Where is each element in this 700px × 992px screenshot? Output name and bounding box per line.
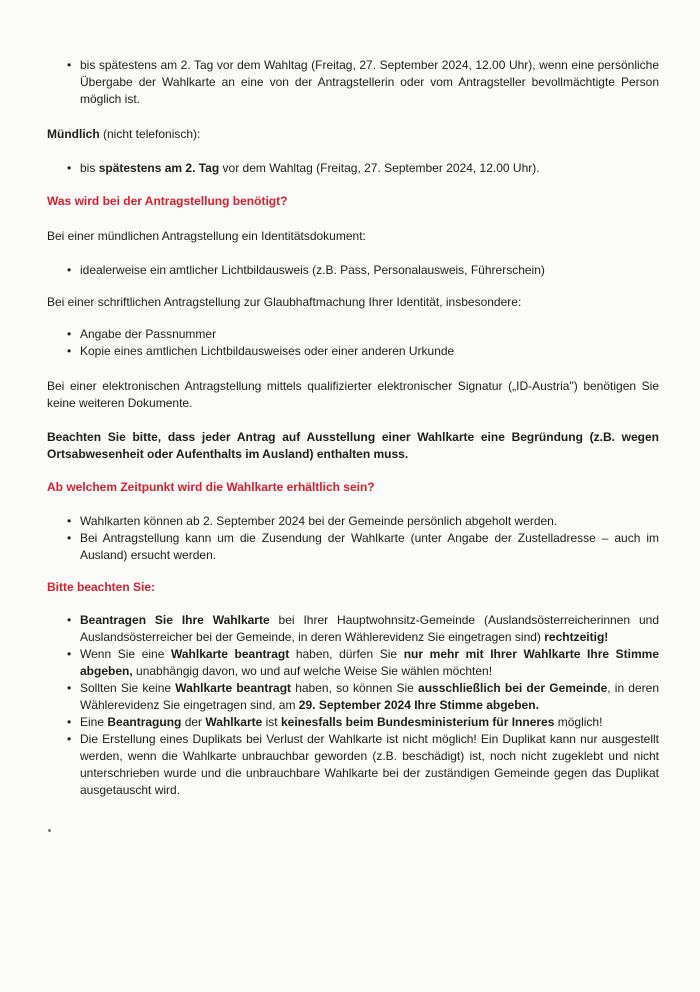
- section-heading: Ab welchem Zeitpunkt wird die Wahlkarte erhältlich sein?: [47, 480, 375, 494]
- text-run: bis: [80, 161, 99, 175]
- text-run: vor dem Wahltag (Freitag, 27. September 2024, 12.00 Uhr).: [219, 161, 540, 175]
- text-run: haben, so können Sie: [291, 681, 419, 695]
- text-run: , in deren Wählerevidenz Sie eingetragen sind, am: [80, 681, 659, 712]
- muendlich-label-bold: Mündlich: [47, 127, 100, 141]
- list-item: [67, 680, 659, 714]
- section-heading: Bitte beachten Sie:: [47, 580, 156, 594]
- id-document-list: [67, 262, 659, 279]
- text-run-bold: nur mehr mit Ihrer Wahlkarte Ihre Stimme abgeben,: [80, 647, 659, 678]
- text-run-bold: spätestens am 2. Tag: [98, 161, 220, 175]
- availability-list: [67, 513, 659, 564]
- list-item: [67, 646, 659, 680]
- text-run: der: [181, 715, 206, 729]
- list-item: [67, 612, 659, 646]
- paragraph: Bei einer schriftlichen Antragstellung zur Glaubhaftmachung Ihrer Identität, insbesondere:: [47, 295, 522, 309]
- text-run: bei Ihrer Hauptwohnsitz-Gemeinde (Auslandsösterreicherinnen und Auslandsösterreicher bei der Gemeinde, in deren Wählerevidenz Sie eingetragen sind): [80, 613, 659, 644]
- list-item: • Bei Antragstellung kann um die Zusendung der Wahlkarte (unter Angabe der Zustelladresse – auch im Ausland) ersucht werden.: [67, 530, 659, 564]
- list-item: • Die Erstellung eines Duplikats bei Verlust der Wahlkarte ist nicht möglich! Ein Duplikat kann nur ausgestellt werden, wenn die Wahlkarte unbrauchbar geworden (z.B. beschädigt) ist, noch nicht zugeklebt und nicht unterschrieben wurde und die unbrauchbare Wahlkarte bei der zuständigen Gemeinde gegen das Duplikat ausgetauscht wird.: [67, 731, 659, 799]
- list-item: [67, 57, 659, 108]
- deadline-list: [67, 57, 659, 108]
- list-item: • Wahlkarten können ab 2. September 2024 bei der Gemeinde persönlich abgeholt werden.: [67, 513, 659, 530]
- text-run: Wenn Sie eine: [80, 647, 171, 661]
- text-run: Eine: [80, 715, 108, 729]
- text-run-bold: Wahlkarte beantragt: [171, 647, 290, 661]
- text-run-bold: ausschließlich bei der Gemeinde: [418, 681, 608, 695]
- stray-dot: [48, 829, 51, 832]
- text-run-bold: Beantragen Sie Ihre Wahlkarte: [80, 613, 270, 627]
- notes-list: [67, 612, 659, 799]
- paragraph-bold: Beachten Sie bitte, dass jeder Antrag auf Ausstellung einer Wahlkarte eine Begründung (z.B. wegen Ortsabwesenheit oder Aufenthalts im Ausland) enthalten muss.: [47, 430, 659, 461]
- text-run: möglich!: [554, 715, 603, 729]
- text-run: ist: [262, 715, 281, 729]
- text-run: haben, dürfen Sie: [289, 647, 404, 661]
- paragraph: Bei einer mündlichen Antragstellung ein Identitätsdokument:: [47, 229, 366, 243]
- text-run-bold: Beantragung: [107, 715, 182, 729]
- list-item: • Kopie eines amtlichen Lichtbildausweises oder einer anderen Urkunde: [67, 343, 659, 360]
- text-run-bold: Wahlkarte: [205, 715, 263, 729]
- text-run-bold: rechtzeitig!: [544, 630, 609, 644]
- muendlich-list: [67, 160, 659, 177]
- text-run-bold: 29. September 2024 Ihre Stimme abgeben.: [298, 698, 539, 712]
- muendlich-label-rest: (nicht telefonisch):: [99, 127, 201, 141]
- list-item-text: bis spätestens am 2. Tag vor dem Wahltag (Freitag, 27. September 2024, 12.00 Uhr), wenn eine persönliche Übergabe der Wahlkarte an eine von der Antragstellerin oder vom Antragsteller bevollmächtigte Person möglich ist.: [80, 58, 659, 106]
- paragraph: Bei einer elektronischen Antragstellung mittels qualifizierter elektronischer Signatur („ID-Austria") benötigen Sie keine weiteren Dokumente.: [47, 379, 659, 410]
- text-run: unabhängig davon, wo und auf welche Weise Sie wählen möchten!: [132, 664, 493, 678]
- list-item: • idealerweise ein amtlicher Lichtbildausweis (z.B. Pass, Personalausweis, Führerschein): [67, 262, 659, 279]
- section-heading: Was wird bei der Antragstellung benötigt?: [47, 194, 288, 208]
- text-run-bold: keinesfalls beim Bundesministerium für Inneres: [280, 715, 555, 729]
- list-item: [67, 714, 659, 731]
- muendlich-label: [47, 126, 659, 143]
- list-item: • Angabe der Passnummer: [67, 326, 659, 343]
- text-run: Sollten Sie keine: [80, 681, 176, 695]
- text-run-bold: Wahlkarte beantragt: [175, 681, 292, 695]
- schriftlich-list: [67, 326, 659, 360]
- list-item: [67, 160, 659, 177]
